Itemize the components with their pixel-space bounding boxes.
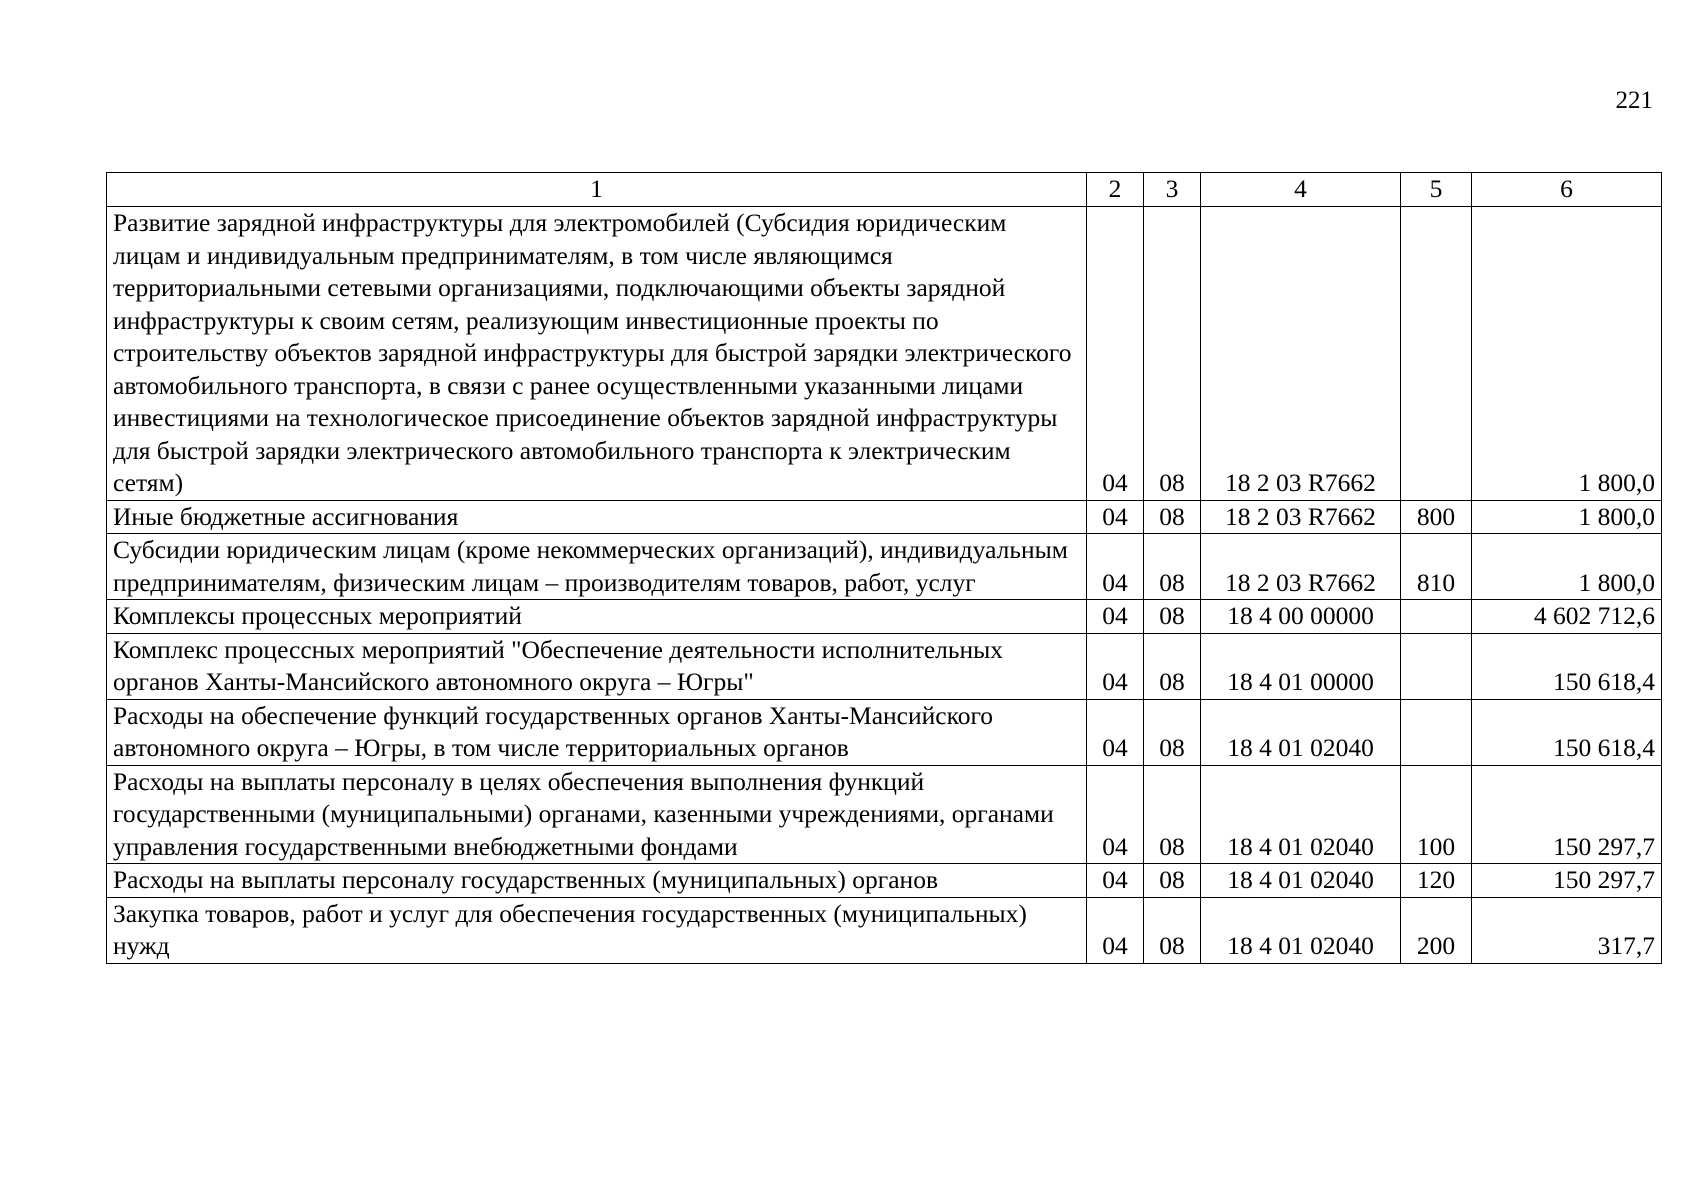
row-target-article: 18 2 03 R7662 [1201,207,1401,501]
row-name: Закупка товаров, работ и услуг для обеспечения государственных (муниципальных) нужд [107,897,1087,963]
row-expense-type [1401,633,1472,699]
table-row [107,897,1662,963]
row-subsection: 08 [1144,207,1201,501]
row-section: 04 [1087,897,1144,963]
row-section: 04 [1087,534,1144,600]
row-expense-type: 200 [1401,897,1472,963]
row-target-article: 18 2 03 R7662 [1201,534,1401,600]
row-expense-type [1401,600,1472,634]
row-section: 04 [1087,500,1144,534]
row-target-article: 18 4 01 02040 [1201,765,1401,864]
row-expense-type [1401,207,1472,501]
row-target-article: 18 4 01 02040 [1201,864,1401,898]
table-row [107,699,1662,765]
row-name: Иные бюджетные ассигнования [107,500,1087,534]
row-subsection: 08 [1144,699,1201,765]
row-name: Субсидии юридическим лицам (кроме некоммерческих организаций), индивидуальным предпринимателям, физическим лицам – производителям товаров, работ, услуг [107,534,1087,600]
row-target-article: 18 4 01 00000 [1201,633,1401,699]
header-cell-1: 1 [107,173,1087,207]
row-amount: 4 602 712,6 [1472,600,1662,634]
row-subsection: 08 [1144,864,1201,898]
row-amount: 1 800,0 [1472,207,1662,501]
table-header-row [107,173,1662,207]
row-subsection: 08 [1144,765,1201,864]
table-row [107,207,1662,501]
row-target-article: 18 4 01 02040 [1201,897,1401,963]
budget-table [106,172,1662,964]
row-section: 04 [1087,864,1144,898]
row-expense-type: 810 [1401,534,1472,600]
table-row [107,600,1662,634]
row-amount: 150 618,4 [1472,699,1662,765]
row-subsection: 08 [1144,633,1201,699]
table-row [107,534,1662,600]
header-cell-3: 3 [1144,173,1201,207]
row-subsection: 08 [1144,534,1201,600]
row-amount: 317,7 [1472,897,1662,963]
header-cell-4: 4 [1201,173,1401,207]
row-name: Расходы на обеспечение функций государственных органов Ханты-Мансийского автономного округа – Югры, в том числе территориальных органов [107,699,1087,765]
header-cell-6: 6 [1472,173,1662,207]
table-row [107,633,1662,699]
header-cell-2: 2 [1087,173,1144,207]
row-expense-type [1401,699,1472,765]
table-row [107,864,1662,898]
table-row [107,500,1662,534]
row-expense-type: 800 [1401,500,1472,534]
table-row [107,765,1662,864]
row-target-article: 18 4 00 00000 [1201,600,1401,634]
row-section: 04 [1087,633,1144,699]
row-section: 04 [1087,699,1144,765]
row-name: Развитие зарядной инфраструктуры для электромобилей (Субсидия юридическим лицам и индивидуальным предпринимателям, в том числе являющимся территориальными сетевыми организациями, подключающими объекты зарядной инфраструктуры к своим сетям, реализующим инвестиционные проекты по строительству объектов зарядной инфраструктуры для быстрой зарядки электрического автомобильного транспорта, в связи с ранее осуществленными указанными лицами инвестициями на технологическое присоединение объектов зарядной инфраструктуры для быстрой зарядки электрического автомобильного транспорта к электрическим сетям) [107,207,1087,501]
row-section: 04 [1087,207,1144,501]
row-name: Расходы на выплаты персоналу в целях обеспечения выполнения функций государственными (муниципальными) органами, казенными учреждениями, органами управления государственными внебюджетными фондами [107,765,1087,864]
row-amount: 150 618,4 [1472,633,1662,699]
row-name: Расходы на выплаты персоналу государственных (муниципальных) органов [107,864,1087,898]
page-number: 221 [1615,87,1653,114]
row-name: Комплекс процессных мероприятий "Обеспечение деятельности исполнительных органов Ханты-Мансийского автономного округа – Югры" [107,633,1087,699]
row-subsection: 08 [1144,500,1201,534]
row-amount: 150 297,7 [1472,864,1662,898]
row-subsection: 08 [1144,600,1201,634]
row-expense-type: 100 [1401,765,1472,864]
row-target-article: 18 4 01 02040 [1201,699,1401,765]
row-amount: 150 297,7 [1472,765,1662,864]
row-section: 04 [1087,765,1144,864]
row-section: 04 [1087,600,1144,634]
row-amount: 1 800,0 [1472,500,1662,534]
row-target-article: 18 2 03 R7662 [1201,500,1401,534]
row-name: Комплексы процессных мероприятий [107,600,1087,634]
row-expense-type: 120 [1401,864,1472,898]
header-cell-5: 5 [1401,173,1472,207]
row-subsection: 08 [1144,897,1201,963]
row-amount: 1 800,0 [1472,534,1662,600]
